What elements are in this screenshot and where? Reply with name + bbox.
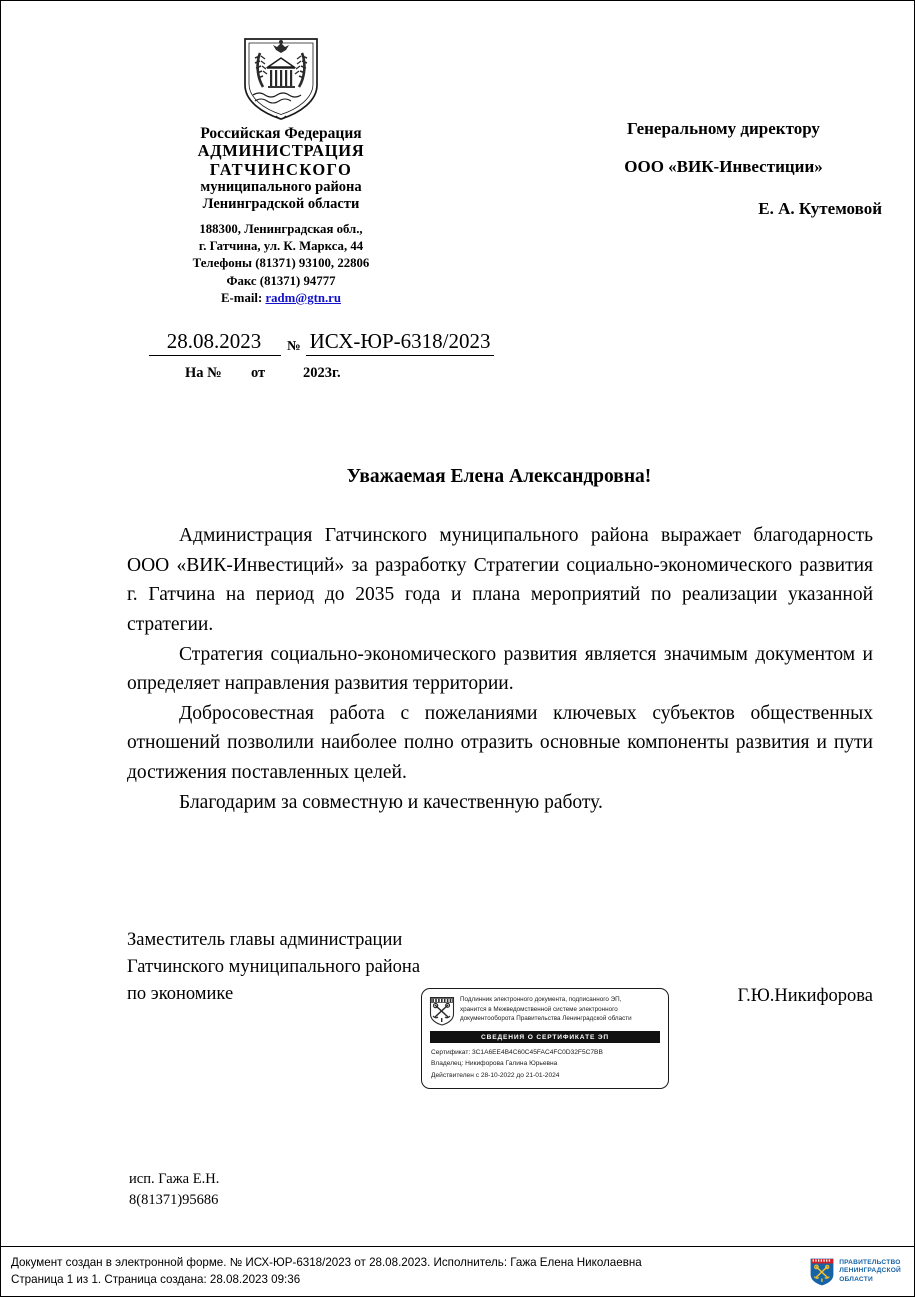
reference-block xyxy=(149,329,499,382)
letterhead-line-gatchinsky: ГАТЧИНСКОГО xyxy=(209,159,353,179)
reference-number: ИСХ-ЮР-6318/2023 xyxy=(306,329,495,356)
government-logo-text xyxy=(839,1259,901,1284)
greeting: Уважаемая Елена Александровна! xyxy=(346,466,652,487)
contact-address-line1: 188300, Ленинградская обл., xyxy=(199,221,363,236)
reference-date: 28.08.2023 xyxy=(149,329,281,356)
stamp-note-line1: Подлинник электронного документа, подписанного ЭП, xyxy=(460,996,622,1003)
letter-body xyxy=(127,521,873,817)
executor-name: исп. Гажа Е.Н. xyxy=(129,1171,220,1187)
certificate-serial: Сертификат: 3C1A6EE4B4C60C45FAC4FC0D32F5C7BB xyxy=(431,1049,603,1056)
stamp-note-line2: хранится в Межведомственной системе электронного xyxy=(460,1005,618,1013)
signer-title-line2: Гатчинского муниципального района xyxy=(127,957,421,978)
contact-email-row xyxy=(131,290,431,307)
contact-fax: Факс (81371) 94777 xyxy=(226,273,336,288)
stamp-certificate-details xyxy=(429,1047,661,1081)
body-paragraph: Администрация Гатчинского муниципального района выражает благодарность ООО «ВИК-Инвестиций» за разработку Стратегии социально-экономического развития г. Гатчина на период до 2035 года и плана мероприятий по реализации указанной стратегии. xyxy=(127,525,873,635)
letterhead-contacts xyxy=(131,221,431,307)
certificate-validity: Действителен с 28-10-2022 до 21-01-2024 xyxy=(431,1071,560,1079)
reply-from-label: от xyxy=(251,365,266,381)
addressee-person: Е. А. Кутемовой xyxy=(758,199,882,218)
body-paragraph: Благодарим за совместную и качественную работу. xyxy=(179,791,603,813)
contact-email-link[interactable]: radm@gtn.ru xyxy=(265,290,341,305)
stamp-note xyxy=(460,995,632,1024)
document-footer xyxy=(1,1246,914,1296)
letterhead-line-federation: Российская Федерация xyxy=(200,125,362,142)
letterhead-line-administration: АДМИНИСТРАЦИЯ xyxy=(197,141,365,161)
footer-line2: Страница 1 из 1. Страница создана: 28.08.2023 09:36 xyxy=(11,1272,301,1286)
leningrad-oblast-government-logo-icon xyxy=(810,1258,834,1286)
executor-phone: 8(81371)95686 xyxy=(129,1191,219,1208)
signer-name: Г.Ю.Никифорова xyxy=(737,986,873,1006)
body-paragraph: Добросовестная работа с пожеланиями ключевых субъектов общественных отношений позволили наиболее полно отразить основные компоненты развития и пути достижения поставленных целей. xyxy=(127,702,873,783)
reference-number-label: № xyxy=(287,338,301,353)
stamp-note-line3: документооборота Правительства Ленинградской области xyxy=(460,1015,632,1023)
addressee-position: Генеральному директору xyxy=(627,119,820,138)
reply-number-label: На № xyxy=(185,365,222,381)
stamp-header xyxy=(429,995,661,1026)
contact-address-line2: г. Гатчина, ул. К. Маркса, 44 xyxy=(198,239,364,254)
executor-block xyxy=(129,1169,219,1210)
footer-line1: Документ создан в электронной форме. № ИСХ-ЮР-6318/2023 от 28.08.2023. Исполнитель: Гажа Елена Николаевна xyxy=(11,1255,642,1269)
body-paragraph: Стратегия социально-экономического развития является значимым документом и определяет направления развития территории. xyxy=(127,643,873,695)
reference-row xyxy=(149,329,499,356)
logo-line2: ЛЕНИНГРАДСКОЙ xyxy=(839,1267,901,1275)
reply-year: 2023г. xyxy=(303,365,341,381)
signer-title-line3: по экономике xyxy=(127,984,234,1005)
addressee-company: ООО «ВИК-Инвестиции» xyxy=(624,157,823,176)
letterhead-line-district: муниципального района xyxy=(200,179,362,196)
contact-phones: Телефоны (81371) 93100, 22806 xyxy=(192,256,370,271)
letterhead xyxy=(131,33,431,307)
footer-text xyxy=(11,1255,642,1289)
contact-email-label: E-mail: xyxy=(221,290,263,305)
certificate-owner: Владелец: Никифорова Галина Юрьевна xyxy=(431,1060,558,1068)
government-logo xyxy=(805,1255,906,1289)
letterhead-line-region: Ленинградской области xyxy=(202,195,360,212)
reply-reference-row xyxy=(149,365,499,382)
stamp-banner: СВЕДЕНИЯ О СЕРТИФИКАТЕ ЭП xyxy=(430,1031,660,1043)
addressee-block xyxy=(561,119,886,219)
logo-line3: ОБЛАСТИ xyxy=(839,1275,873,1283)
signer-title-line1: Заместитель главы администрации xyxy=(127,930,403,950)
leningrad-oblast-emblem-icon xyxy=(429,996,455,1026)
gatchina-coat-of-arms-icon xyxy=(240,33,322,121)
logo-line1: ПРАВИТЕЛЬСТВО xyxy=(839,1258,901,1266)
electronic-signature-stamp xyxy=(421,988,669,1089)
